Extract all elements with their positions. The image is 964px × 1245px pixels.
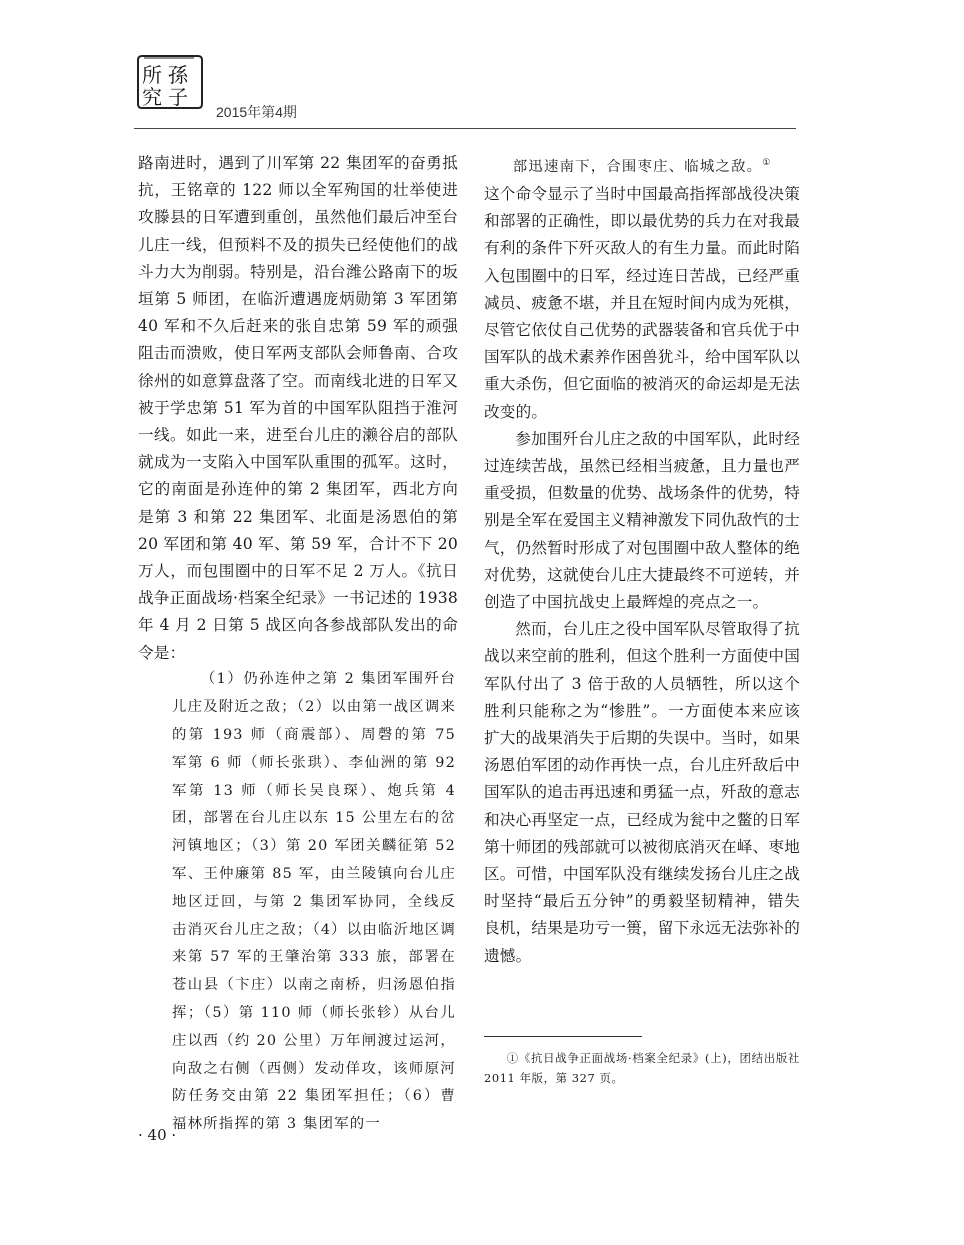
left-paragraph: 路南进时，遇到了川军第 22 集团军的奋勇抵抗，王铭章的 122 师以全军殉国的壮举使进攻滕县的日军遭到重创，虽然他们最后冲至台儿庄一线，但预料不及的损失已经使他们的战斗力大为削弱。特别是，沿台潍公路南下的坂垣第 5 师团，在临沂遭遇庞炳勋第 3 军团第 40 军和不久后赶来的张自忠第 59 军的顽强阻击而溃败，使日军两支部队会师鲁南、合攻徐州的如意算盘落了空。而南线北进的日军又被于学忠第 51 军为首的中国军队阻挡于淮河一线。如此一来，进至台儿庄的濑谷启的部队就成为一支陷入中国军队重围的孤军。这时，它的南面是孙连仲的第 2 集团军，西北方向是第 3 和第 22 集团军、北面是汤恩伯的第 20 军团和第 40 军、第 59 军，合计不下 20 万人，而包围圈中的日军不足 2 万人。《抗日战争正面战场·档案全纪录》一书记述的 1938 年 4 月 2 日第 5 战区向各参战部队发出的命令是： <box>138 154 458 662</box>
order-quote <box>172 652 456 1153</box>
svg-text:究: 究 <box>142 85 162 109</box>
journal-logo <box>134 52 206 112</box>
quote-continuation <box>484 150 800 181</box>
header-divider <box>134 128 796 129</box>
quote-end-text: 部迅速南下，合围枣庄、临城之敌。 <box>512 158 763 175</box>
svg-text:孫: 孫 <box>168 63 188 87</box>
svg-text:子: 子 <box>168 85 188 109</box>
footnote: ①《抗日战争正面战场·档案全纪录》(上)，团结出版社 2011 年版，第 327 页。 <box>484 1051 800 1085</box>
right-paragraph-2: 参加围歼台儿庄之敌的中国军队，此时经过连续苦战，虽然已经相当疲惫，且力量也严重受损，但数量的优势、战场条件的优势，特别是全军在爱国主义精神激发下同仇敌忾的士气，仍然暂时形成了对包围圈中敌人整体的绝对优势，这就使台儿庄大捷最终不可逆转，并创造了中国抗战史上最辉煌的亮点之一。 <box>484 429 800 612</box>
right-paragraph-3: 然而，台儿庄之役中国军队尽管取得了抗战以来空前的胜利，但这个胜利一方面使中国军队付出了 3 倍于敌的人员牺牲，所以这个胜利只能称之为“惨胜”。一方面使本来应该扩大的战果消失于后期的失误中。当时，如果汤恩伯军团的动作再快一点，台儿庄歼敌后中国军队的追击再迅速和勇猛一点，歼敌的意志和决心再坚定一点，已经成为瓮中之鳖的日军第十师团的残部就可以被彻底消灭在峄、枣地区。可惜，中国军队没有继续发扬台儿庄之战时坚持“最后五分钟”的勇毅坚韧精神，错失良机，结果是功亏一篑，留下永远无法弥补的遗憾。 <box>484 620 800 965</box>
page-number: · 40 · <box>138 1126 177 1144</box>
footnote-divider <box>484 1036 642 1037</box>
order-quote-text: （1）仍孙连仲之第 2 集团军围歼台儿庄及附近之敌；（2）以由第一战区调来的第 193 师（商震部）、周磬的第 75 军第 6 师（师长张珙）、李仙洲的第 92 军第 13 师（师长吴良琛）、炮兵第 4 团，部署在台儿庄以东 15 公里左右的岔河镇地区；（3）第 20 军团关麟征第 52 军、王仲廉第 85 军，由兰陵镇向台儿庄地区迂回，与第 2 集团军协同，全线反击消灭台儿庄之敌；（4）以由临沂地区调来第 57 军的王肇治第 333 旅，部署在苍山县（卞庄）以南之南桥，归汤恩伯指挥；（5）第 110 师（师长张轸）从台儿庄以西（约 20 公里）万年闸渡过运河，向敌之右侧（西侧）发动佯攻，该师原河防任务交由第 22 集团军担任；（6）曹福林所指挥的第 3 集团军的一 <box>172 671 456 1133</box>
issue-label: 2015年第4期 <box>216 104 297 120</box>
right-column <box>484 150 800 970</box>
footnote-marker: ① <box>762 158 772 168</box>
svg-text:所: 所 <box>142 63 162 87</box>
right-paragraph-1: 这个命令显示了当时中国最高指挥部战役决策和部署的正确性，即以最优势的兵力在对我最有利的条件下歼灭敌人的有生力量。而此时陷入包围圈中的日军，经过连日苦战，已经严重减员、疲惫不堪，并且在短时间内成为死棋，尽管它依仗自己优势的武器装备和官兵优于中国军队的战术素养作困兽犹斗，给中国军队以重大杀伤，但它面临的被消灭的命运却是无法改变的。 <box>484 185 800 421</box>
left-column <box>138 150 458 667</box>
